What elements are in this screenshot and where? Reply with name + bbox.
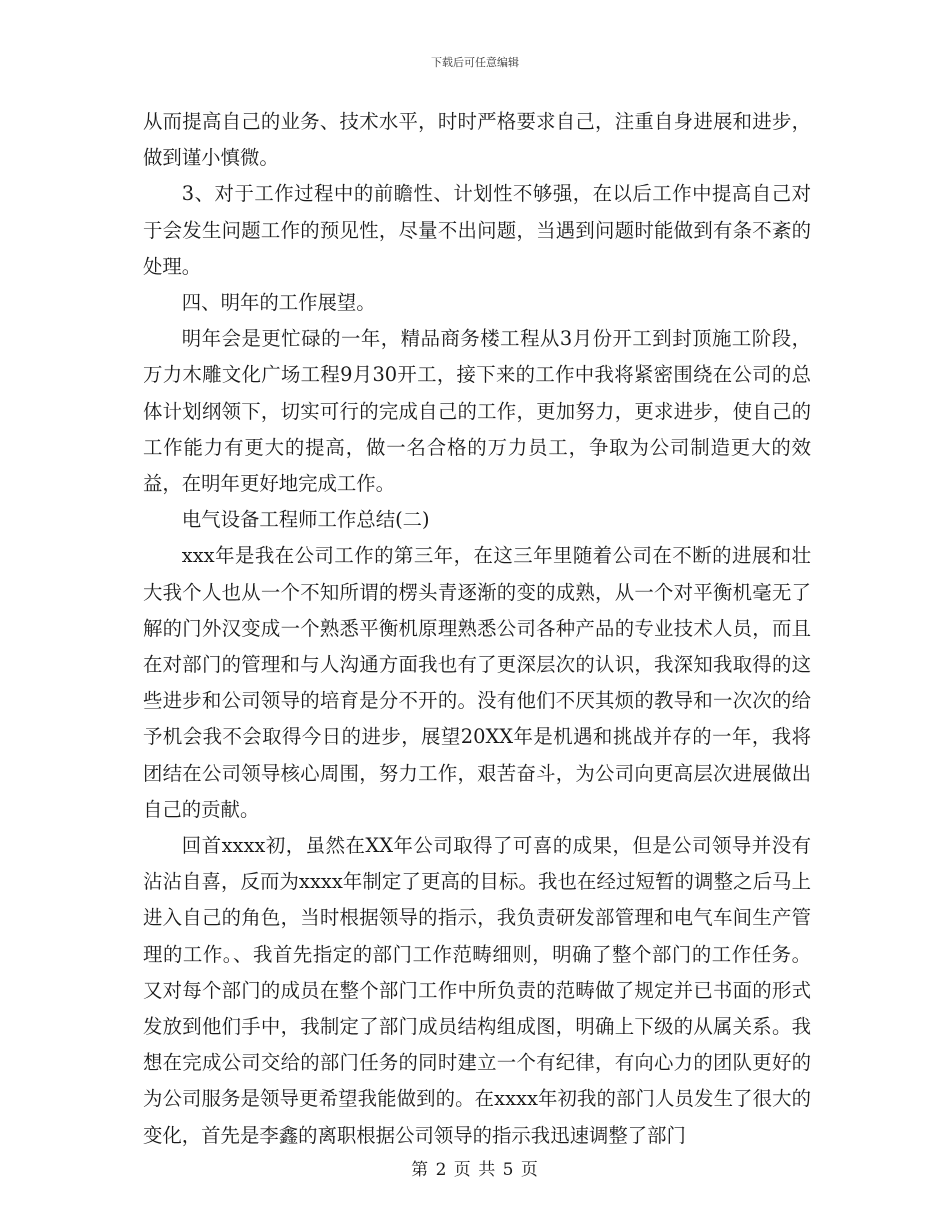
section-heading-outlook: 四、明年的工作展望。: [181, 291, 376, 315]
page-header-note: 下载后可任意编辑: [431, 56, 519, 69]
page-number: 第 2 页 共 5 页: [411, 1160, 539, 1180]
paragraph-2: 3、对于工作过程中的前瞻性、计划性不够强，在以后工作中提高自己对于会发生问题工作的预见性，尽量不出问题，当遇到问题时能做到有条不紊的处理。: [143, 182, 811, 278]
paragraph-outlook: 明年会是更忙碌的一年，精品商务楼工程从3月份开工到封顶施工阶段，万力木雕文化广场工程9月30开工，接下来的工作中我将紧密围绕在公司的总体计划纲领下，切实可行的完成自己的工作，更加努力，更求进步，使自己的工作能力有更大的提高，做一名合格的万力员工，争取为公司制造更大的效益，在明年更好地完成工作。: [143, 327, 811, 496]
paragraph-review: 回首xxxx初，虽然在XX年公司取得了可喜的成果，但是公司领导并没有沾沾自喜，反而为xxxx年制定了更高的目标。我也在经过短暂的调整之后马上进入自己的角色，当时根据领导的指示，我负责研发部管理和电气车间生产管理的工作。、我首先指定的部门工作范畴细则，明确了整个部门的工作任务。又对每个部门的成员在整个部门工作中所负责的范畴做了规定并已书面的形式发放到他们手中，我制定了部门成员结构组成图，明确上下级的从属关系。我想在完成公司交给的部门任务的同时建立一个有纪律，有向心力的团队更好的为公司服务是领导更希望我能做到的。在xxxx年初我的部门人员发生了很大的变化，首先是李鑫的离职根据公司领导的指示我迅速调整了部门: [143, 834, 811, 1147]
paragraph-1: 从而提高自己的业务、技术水平，时时严格要求自己，注重自身进展和进步，做到谨小慎微。: [143, 110, 811, 170]
document-body: [143, 104, 811, 1154]
section-title-summary-two: 电气设备工程师工作总结(二): [181, 508, 430, 532]
paragraph-third-year: xxx年是我在公司工作的第三年，在这三年里随着公司在不断的进展和壮大我个人也从一个不知所谓的楞头青逐渐的变的成熟，从一个对平衡机毫无了解的门外汉变成一个熟悉平衡机原理熟悉公司各种产品的专业技术人员，而且在对部门的管理和与人沟通方面我也有了更深层次的认识，我深知我取得的这些进步和公司领导的培育是分不开的。没有他们不厌其烦的教导和一次次的给予机会我不会取得今日的进步，展望20XX年是机遇和挑战并存的一年，我将团结在公司领导核心周围，努力工作，艰苦奋斗，为公司向更高层次进展做出自己的贡献。: [143, 544, 811, 821]
